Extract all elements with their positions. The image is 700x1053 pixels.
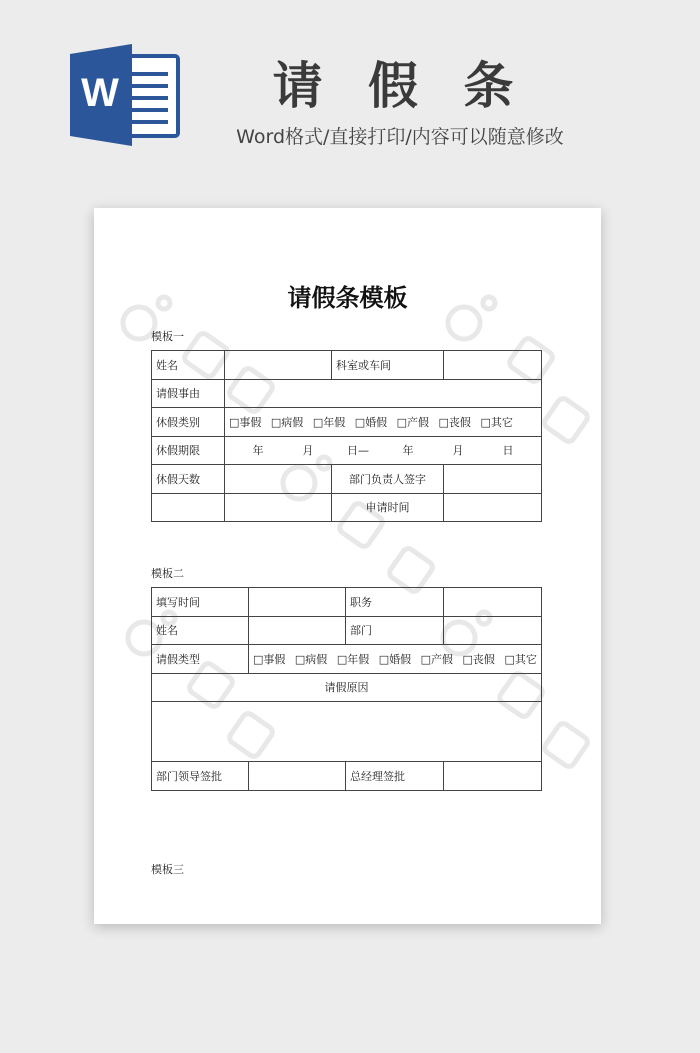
template2-table [151, 587, 542, 791]
period-year-start: 年 [252, 444, 264, 458]
period-field[interactable] [225, 436, 542, 465]
type-options [225, 408, 542, 437]
template1-label: 模板一 [151, 330, 184, 343]
type-option-qita[interactable]: □其它 [480, 415, 513, 429]
type-option-bingjia[interactable]: □病假 [294, 652, 328, 666]
leader-approval-field[interactable] [249, 762, 346, 791]
hero-title: 请 假 条 [272, 57, 528, 115]
type-option-hunjia[interactable]: □婚假 [378, 652, 412, 666]
gm-approval-field[interactable] [444, 762, 542, 791]
period-year-end: 年 [402, 444, 414, 458]
blank-cell [152, 493, 225, 522]
type-option-qita[interactable]: □其它 [504, 652, 537, 666]
template3-label: 模板三 [151, 863, 184, 876]
apply-time-label: 申请时间 [332, 493, 444, 522]
period-label: 休假期限 [152, 436, 225, 465]
type-label: 请假类型 [152, 645, 249, 674]
period-month-end: 月 [452, 444, 464, 458]
table-row [152, 379, 542, 408]
days-label: 休假天数 [152, 465, 225, 494]
table-row [152, 673, 542, 702]
leader-sign-label: 部门负责人签字 [332, 465, 444, 494]
fill-time-field[interactable] [249, 588, 346, 617]
type-options [249, 645, 542, 674]
period-month-start: 月 [302, 444, 314, 458]
name-label: 姓名 [152, 616, 249, 645]
dept-label: 科室或车间 [332, 351, 444, 380]
template2-label: 模板二 [151, 567, 184, 580]
dept-field[interactable] [444, 616, 542, 645]
days-field[interactable] [225, 465, 332, 494]
table-row [152, 493, 542, 522]
position-label: 职务 [346, 588, 444, 617]
type-label: 休假类别 [152, 408, 225, 437]
reason-field[interactable] [225, 379, 542, 408]
table-row [152, 645, 542, 674]
type-option-bingjia[interactable]: □病假 [270, 415, 304, 429]
blank-cell [225, 493, 332, 522]
hero-subtitle: Word格式/直接打印/内容可以随意修改 [236, 126, 564, 148]
fill-time-label: 填写时间 [152, 588, 249, 617]
table-row [152, 616, 542, 645]
reason-header: 请假原因 [152, 673, 542, 702]
name-field[interactable] [249, 616, 346, 645]
period-day-start: 日— [347, 444, 369, 458]
table-row [152, 588, 542, 617]
reason-field[interactable] [152, 702, 542, 762]
name-label: 姓名 [152, 351, 225, 380]
table-row [152, 436, 542, 465]
type-option-chanjia[interactable]: □产假 [420, 652, 454, 666]
word-logo-letter: W [81, 71, 119, 115]
gm-approval-label: 总经理签批 [346, 762, 444, 791]
dept-label: 部门 [346, 616, 444, 645]
template1-table [151, 350, 542, 522]
table-row [152, 465, 542, 494]
type-option-sangjia[interactable]: □丧假 [462, 652, 495, 666]
table-row [152, 702, 542, 762]
apply-time-field[interactable] [444, 493, 542, 522]
period-day-end: 日 [502, 444, 514, 458]
document-page [94, 208, 601, 924]
table-row [152, 762, 542, 791]
table-row [152, 351, 542, 380]
position-field[interactable] [444, 588, 542, 617]
type-option-nianjia[interactable]: □年假 [312, 415, 346, 429]
name-field[interactable] [225, 351, 332, 380]
reason-label: 请假事由 [152, 379, 225, 408]
word-logo-icon [70, 44, 180, 146]
document-title: 请假条模板 [287, 284, 408, 312]
type-option-hunjia[interactable]: □婚假 [354, 415, 388, 429]
type-option-nianjia[interactable]: □年假 [336, 652, 370, 666]
leader-approval-label: 部门领导签批 [152, 762, 249, 791]
type-option-chanjia[interactable]: □产假 [396, 415, 430, 429]
dept-field[interactable] [444, 351, 542, 380]
table-row [152, 408, 542, 437]
type-option-shijia[interactable]: □事假 [253, 652, 286, 666]
type-option-sangjia[interactable]: □丧假 [438, 415, 471, 429]
leader-sign-field[interactable] [444, 465, 542, 494]
type-option-shijia[interactable]: □事假 [229, 415, 262, 429]
